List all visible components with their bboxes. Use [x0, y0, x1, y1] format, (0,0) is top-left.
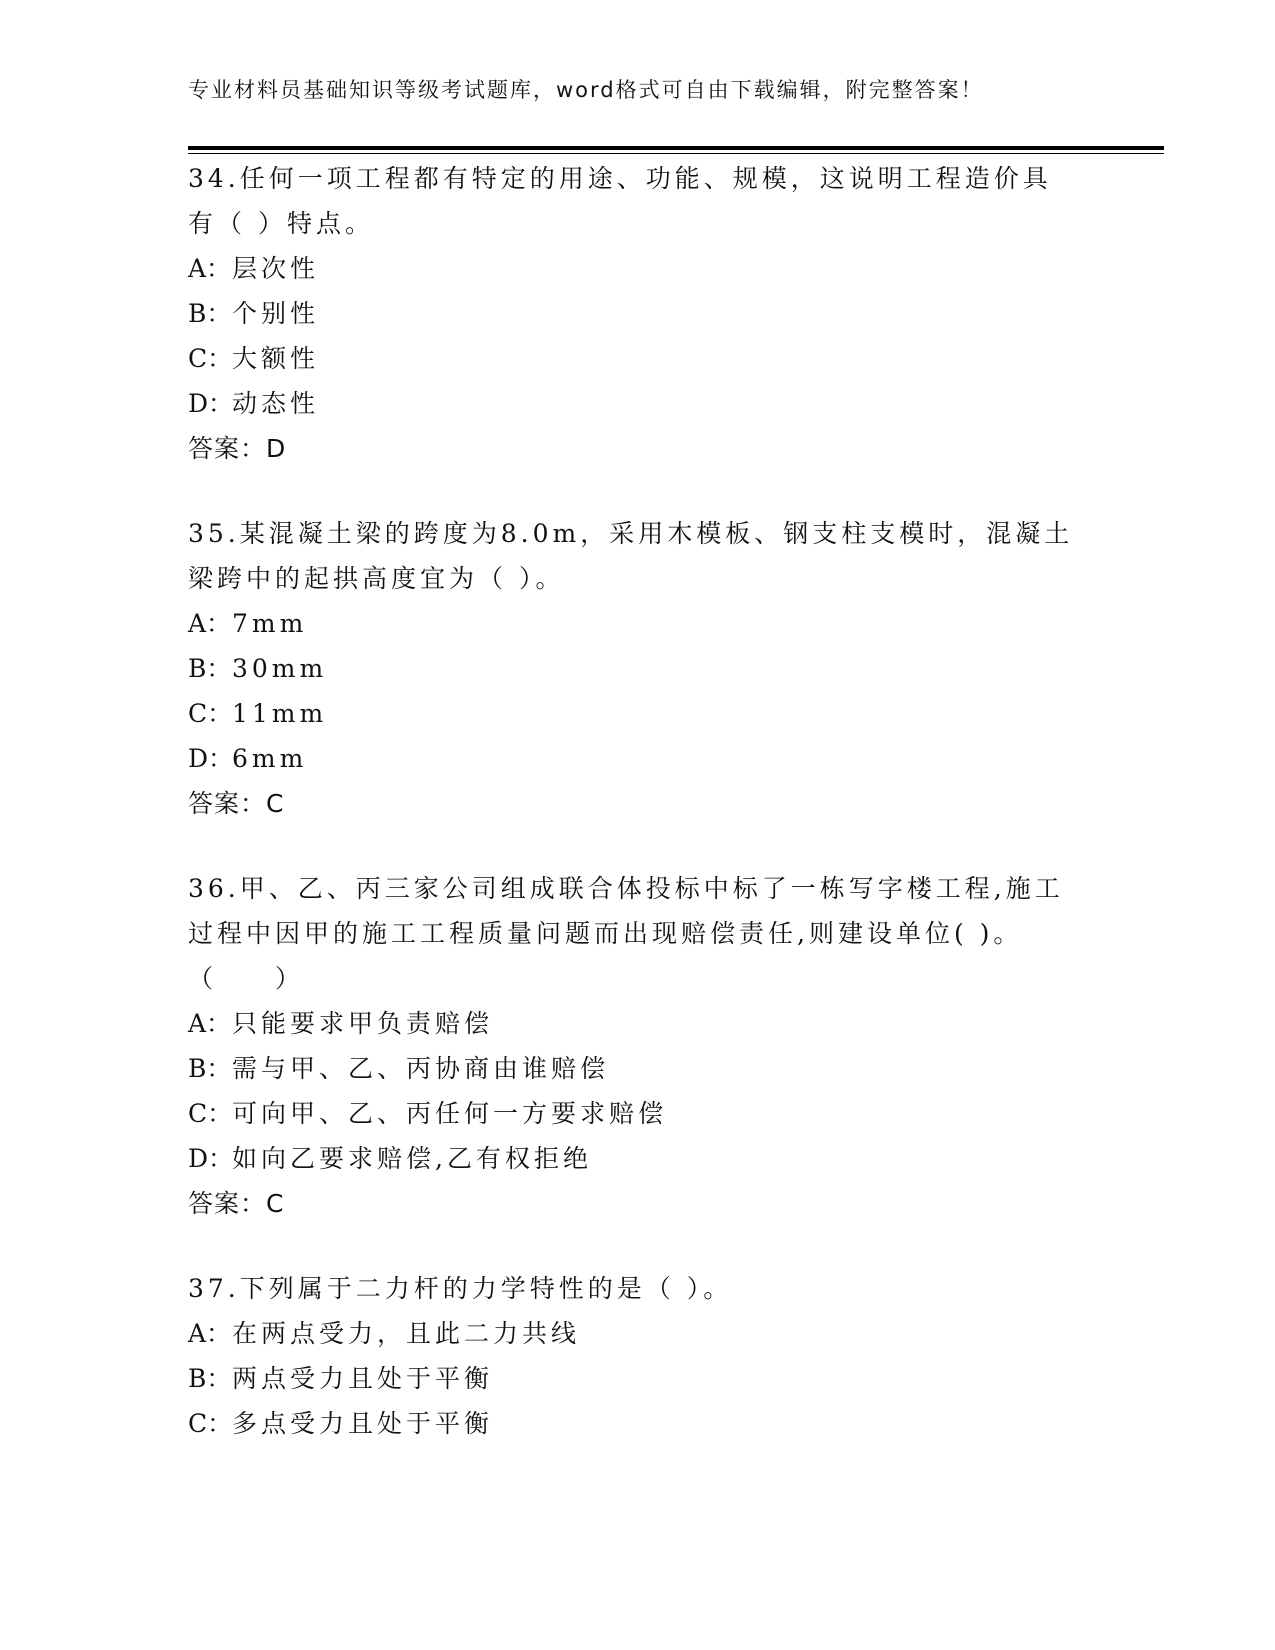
option-key: A：: [188, 1009, 232, 1038]
option-key: A：: [188, 254, 232, 283]
option-key: D：: [188, 1144, 234, 1173]
answer-line: 答案：C: [188, 789, 285, 818]
option-text: 6mm: [232, 744, 308, 773]
option-key: B：: [188, 1364, 232, 1393]
option-key: D：: [188, 389, 234, 418]
question-34: [188, 156, 1078, 471]
option-d: [188, 1136, 1078, 1181]
option-a: [188, 1311, 1078, 1356]
option-c: [188, 1401, 1078, 1446]
question-list: [188, 156, 1078, 1486]
option-key: B：: [188, 1054, 232, 1083]
option-key: A：: [188, 609, 232, 638]
option-key: A：: [188, 1319, 232, 1348]
option-a: [188, 601, 1078, 646]
question-37: [188, 1266, 1078, 1446]
option-text: 可向甲、乙、丙任何一方要求赔偿: [232, 1099, 668, 1128]
option-key: C：: [188, 699, 233, 728]
option-key: C：: [188, 344, 233, 373]
option-key: B：: [188, 654, 232, 683]
option-key: C：: [188, 1409, 233, 1438]
option-text: 个别性: [232, 299, 320, 328]
option-key: C：: [188, 1099, 233, 1128]
header-rule-thin: [188, 153, 1164, 154]
option-b: [188, 646, 1078, 691]
page-header: 专业材料员基础知识等级考试题库，word格式可自由下载编辑，附完整答案！: [188, 78, 984, 102]
option-d: [188, 381, 1078, 426]
option-text: 11mm: [232, 699, 328, 728]
option-text: 7mm: [232, 609, 308, 638]
option-text: 层次性: [232, 254, 320, 283]
option-text: 多点受力且处于平衡: [232, 1409, 494, 1438]
question-stem: 36.甲、乙、丙三家公司组成联合体投标中标了一栋写字楼工程,施工过程中因甲的施工工程质量问题而出现赔偿责任,则建设单位( )。（ ）: [188, 874, 1064, 993]
option-text: 大额性: [232, 344, 320, 373]
option-b: [188, 1356, 1078, 1401]
option-d: [188, 736, 1078, 781]
option-text: 需与甲、乙、丙协商由谁赔偿: [232, 1054, 610, 1083]
question-35: [188, 511, 1078, 826]
answer-line: 答案：D: [188, 434, 287, 463]
option-key: D：: [188, 744, 234, 773]
question-36: [188, 866, 1078, 1226]
option-text: 动态性: [232, 389, 320, 418]
option-text: 两点受力且处于平衡: [232, 1364, 494, 1393]
question-stem: 34.任何一项工程都有特定的用途、功能、规模，这说明工程造价具有（ ）特点。: [188, 164, 1052, 238]
question-stem: 35.某混凝土梁的跨度为8.0m，采用木模板、钢支柱支模时，混凝土梁跨中的起拱高度宜为（ ）。: [188, 519, 1074, 593]
option-b: [188, 1046, 1078, 1091]
option-a: [188, 246, 1078, 291]
option-text: 在两点受力，且此二力共线: [232, 1319, 581, 1348]
question-stem: 37.下列属于二力杆的力学特性的是（ ）。: [188, 1274, 733, 1303]
answer-line: 答案：C: [188, 1189, 285, 1218]
option-text: 如向乙要求赔偿,乙有权拒绝: [232, 1144, 592, 1173]
option-text: 30mm: [232, 654, 328, 683]
option-text: 只能要求甲负责赔偿: [232, 1009, 494, 1038]
option-key: B：: [188, 299, 232, 328]
option-a: [188, 1001, 1078, 1046]
header-rule-thick: [188, 146, 1164, 150]
option-c: [188, 336, 1078, 381]
option-b: [188, 291, 1078, 336]
option-c: [188, 1091, 1078, 1136]
option-c: [188, 691, 1078, 736]
